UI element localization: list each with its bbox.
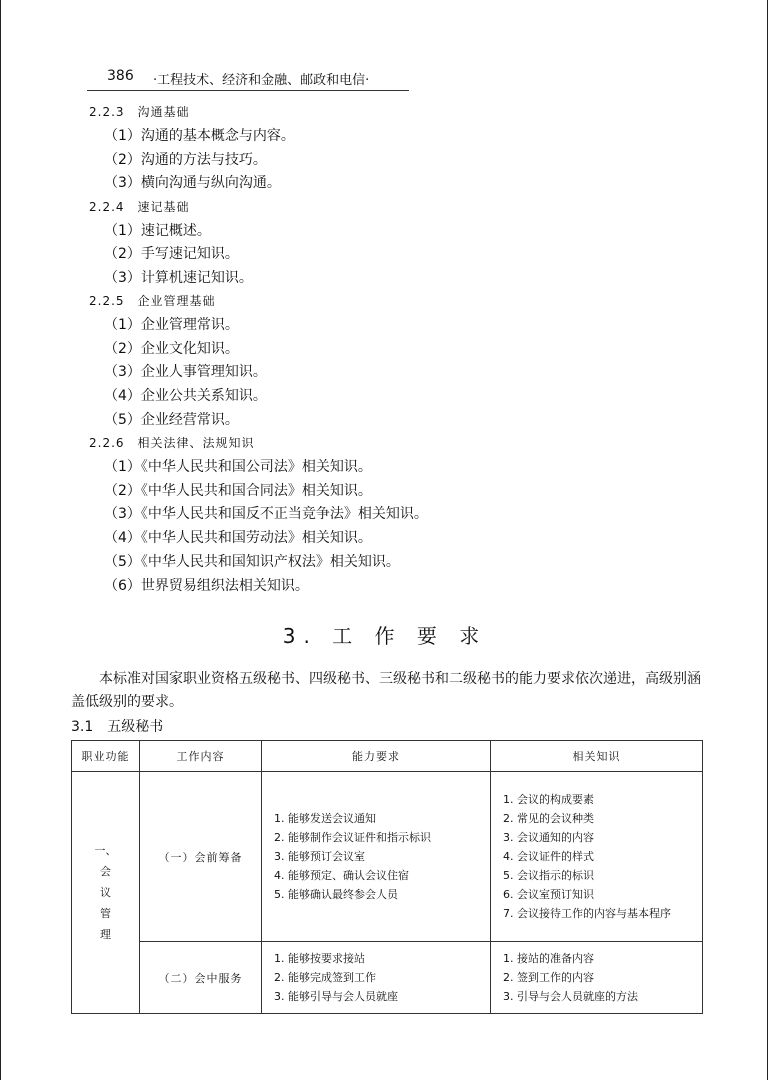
page-header (87, 68, 409, 91)
header-content: 工作内容 (140, 741, 262, 772)
knowledge-item: 1. 会议的构成要素 (503, 793, 594, 806)
subsection-number: 3.1 (71, 719, 94, 735)
header-ability: 能力要求 (262, 741, 491, 772)
ability-item: 4. 能够预定、确认会议住宿 (274, 869, 409, 882)
knowledge-item: 3. 会议通知的内容 (503, 831, 594, 844)
list-item: （2）《中华人民共和国合同法》相关知识。 (104, 483, 372, 499)
header-function: 职业功能 (72, 741, 140, 772)
subsection-heading (71, 716, 177, 736)
function-cell (72, 772, 140, 1014)
table-row (72, 942, 703, 1014)
list-item: （3）《中华人民共和国反不正当竞争法》相关知识。 (104, 506, 428, 522)
section-heading: 2.2.5 企业管理基础 (89, 294, 216, 308)
table-header-row (72, 741, 703, 772)
list-item: （5）企业经营常识。 (104, 412, 239, 428)
list-item: （5）《中华人民共和国知识产权法》相关知识。 (104, 554, 400, 570)
knowledge-item: 2. 常见的会议种类 (503, 812, 594, 825)
function-text: 议 (100, 886, 111, 899)
knowledge-item: 3. 引导与会人员就座的方法 (503, 990, 638, 1003)
intro-paragraph: 本标准对国家职业资格五级秘书、四级秘书、三级秘书和二级秘书的能力要求依次递进，高级别涵盖低级别的要求。 (71, 671, 701, 710)
content-cell: （一）会前筹备 (140, 772, 262, 942)
list-item: （3）横向沟通与纵向沟通。 (104, 175, 281, 191)
list-item: （4）企业公共关系知识。 (104, 388, 267, 404)
requirements-table (71, 740, 703, 1014)
function-text: 会 (100, 865, 111, 878)
list-item: （4）《中华人民共和国劳动法》相关知识。 (104, 530, 372, 546)
list-item: （2）手写速记知识。 (104, 246, 239, 262)
ability-item: 1. 能够按要求接站 (274, 952, 365, 965)
knowledge-item: 6. 会议室预订知识 (503, 888, 594, 901)
list-item: （1）速记概述。 (104, 223, 211, 239)
list-item: （3）计算机速记知识。 (104, 270, 253, 286)
ability-item: 2. 能够制作会议证件和指示标识 (274, 831, 431, 844)
list-item: （1）《中华人民共和国公司法》相关知识。 (104, 459, 372, 475)
section-heading: 2.2.3 沟通基础 (89, 105, 190, 119)
list-item: （3）企业人事管理知识。 (104, 364, 267, 380)
subsection-title: 五级秘书 (107, 719, 164, 735)
ability-item: 5. 能够确认最终参会人员 (274, 888, 398, 901)
knowledge-item: 5. 会议指示的标识 (503, 869, 594, 882)
list-item: （1）企业管理常识。 (104, 317, 239, 333)
knowledge-cell (491, 772, 703, 942)
ability-item: 1. 能够发送会议通知 (274, 812, 376, 825)
ability-cell (262, 942, 491, 1014)
function-text: 管 (100, 907, 111, 920)
page-number: 386 (107, 68, 134, 84)
chapter-title: 3. 工 作 要 求 (282, 624, 488, 648)
header-title: ·工程技术、经济和金融、邮政和电信· (153, 73, 370, 88)
section-heading: 2.2.6 相关法律、法规知识 (89, 436, 255, 450)
list-item: （1）沟通的基本概念与内容。 (104, 128, 295, 144)
knowledge-cell (491, 942, 703, 1014)
knowledge-item: 2. 签到工作的内容 (503, 971, 594, 984)
section-heading: 2.2.4 速记基础 (89, 200, 190, 214)
knowledge-item: 1. 接站的准备内容 (503, 952, 594, 965)
header-knowledge: 相关知识 (491, 741, 703, 772)
knowledge-item: 7. 会议接待工作的内容与基本程序 (503, 907, 671, 920)
content-cell: （二）会中服务 (140, 942, 262, 1014)
list-item: （6）世界贸易组织法相关知识。 (104, 578, 309, 594)
function-text: 理 (100, 928, 111, 941)
ability-cell (262, 772, 491, 942)
list-item: （2）企业文化知识。 (104, 341, 239, 357)
ability-item: 3. 能够引导与会人员就座 (274, 990, 398, 1003)
list-item: （2）沟通的方法与技巧。 (104, 152, 267, 168)
ability-item: 2. 能够完成签到工作 (274, 971, 376, 984)
knowledge-item: 4. 会议证件的样式 (503, 850, 594, 863)
ability-item: 3. 能够预订会议室 (274, 850, 365, 863)
function-text: 一、 (94, 844, 117, 857)
table-row (72, 772, 703, 942)
